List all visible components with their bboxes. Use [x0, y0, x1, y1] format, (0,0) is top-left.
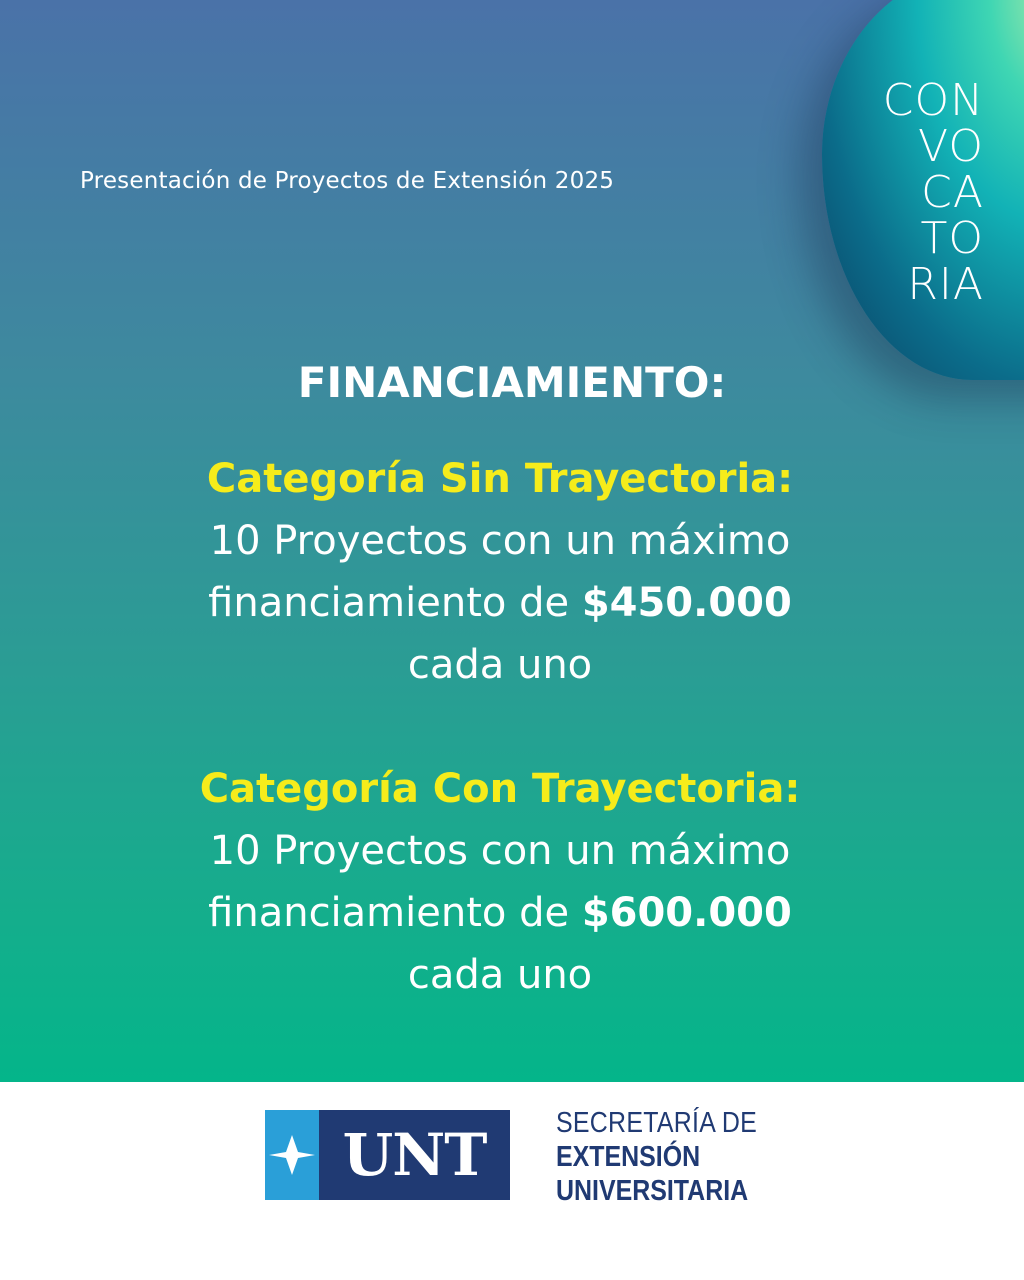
category-block-sin-trayectoria: [0, 448, 1000, 696]
category-block-con-trayectoria: [0, 758, 1000, 1006]
badge-line: CA: [921, 167, 984, 218]
financing-prefix: financiamiento de: [208, 580, 582, 626]
unt-logo: [265, 1110, 510, 1200]
star-icon: [265, 1110, 319, 1200]
financing-amount: $600.000: [581, 890, 792, 936]
badge-line: CON: [882, 75, 984, 126]
unt-logo-text-panel: [319, 1110, 510, 1200]
secretaria-line: UNIVERSITARIA: [556, 1175, 749, 1207]
category-description: 10 Proyectos con un máximo: [209, 828, 791, 874]
financing-prefix: financiamiento de: [208, 890, 582, 936]
category-description: 10 Proyectos con un máximo: [209, 518, 791, 564]
footer: [0, 1082, 1024, 1280]
badge-line: TO: [920, 213, 984, 264]
unt-logo-star-panel: [265, 1110, 319, 1200]
category-financing-line: [0, 572, 1000, 634]
convocatoria-badge: [882, 75, 984, 310]
secretaria-label: [556, 1106, 790, 1208]
category-suffix: cada uno: [407, 952, 593, 998]
page-title: [0, 358, 1024, 407]
secretaria-line: SECRETARÍA DE: [556, 1107, 758, 1139]
financing-amount: $450.000: [581, 580, 792, 626]
category-financing-line: [0, 882, 1000, 944]
page-subtitle: Presentación de Proyectos de Extensión 2025: [80, 168, 615, 194]
badge-line: RIA: [907, 259, 984, 310]
category-suffix: cada uno: [407, 642, 593, 688]
category-title: Categoría Con Trayectoria:: [199, 766, 801, 812]
category-title: Categoría Sin Trayectoria:: [206, 456, 794, 502]
unt-logo-text: UNT: [342, 1121, 487, 1189]
badge-line: VO: [918, 121, 984, 172]
secretaria-line: EXTENSIÓN: [556, 1141, 701, 1173]
heading-text: FINANCIAMIENTO:: [297, 358, 727, 407]
